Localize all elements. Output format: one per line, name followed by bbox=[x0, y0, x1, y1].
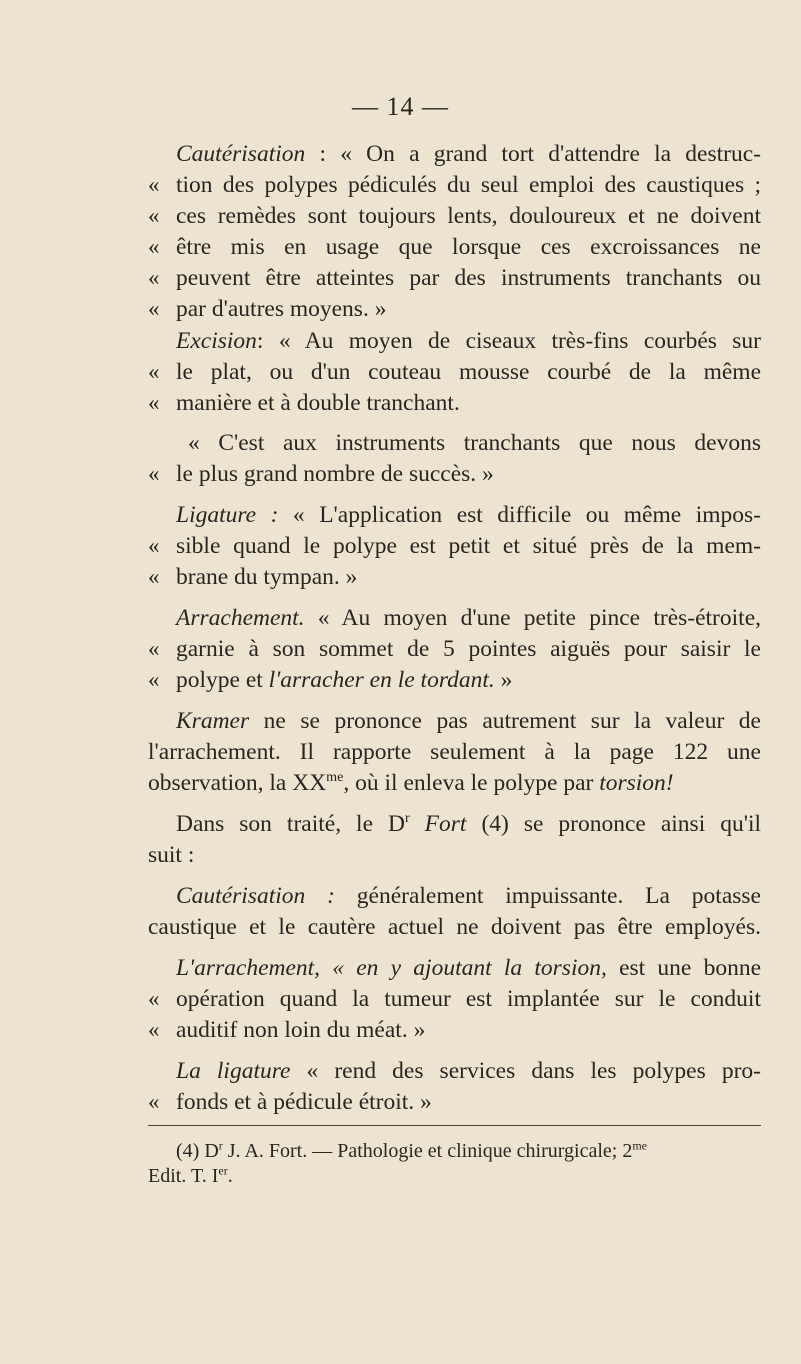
text-span: : « On a grand tort d'attendre la destruc- bbox=[305, 141, 761, 167]
guillemet: « bbox=[148, 533, 160, 558]
guillemet: « bbox=[148, 1017, 160, 1042]
text-line: garnie à son sommet de 5 pointes aiguës pour saisir le bbox=[176, 636, 761, 662]
text-line: opération quand la tumeur est implantée sur le conduit bbox=[176, 986, 761, 1012]
guillemet: « bbox=[148, 564, 160, 589]
text-line: tion des polypes pédiculés du seul emploi des caustiques ; bbox=[176, 172, 761, 198]
text-span: Edit. T. I bbox=[148, 1165, 219, 1187]
section-label: Arrachement. bbox=[176, 605, 305, 631]
text-line bbox=[176, 953, 761, 983]
section-label: Ligature : bbox=[176, 502, 279, 528]
text-line bbox=[176, 881, 761, 911]
guillemet: « bbox=[148, 986, 160, 1011]
italic-span: l'arracher en le tordant. bbox=[268, 667, 495, 693]
text-line: le plus grand nombre de succès. » bbox=[176, 461, 494, 487]
text-line bbox=[176, 809, 761, 839]
text-line: « C'est aux instruments tranchants que nous devons bbox=[188, 430, 761, 456]
text-line bbox=[176, 500, 761, 530]
section-label: La ligature bbox=[176, 1058, 291, 1084]
text-span: ne se prononce pas autrement sur la valeur de bbox=[249, 708, 761, 734]
text-span: . bbox=[227, 1165, 233, 1187]
text-span: Dans son traité, le D bbox=[176, 811, 405, 837]
guillemet: « bbox=[148, 172, 160, 197]
text-line bbox=[176, 326, 761, 356]
text-line: par d'autres moyens. » bbox=[176, 296, 387, 322]
text-span: « L'application est difficile ou même impos- bbox=[278, 502, 761, 528]
guillemet: « bbox=[148, 1089, 160, 1114]
text-span: généralement impuissante. La potasse bbox=[334, 883, 761, 909]
text-line: brane du tympan. » bbox=[176, 564, 358, 590]
page-number: — 14 — bbox=[352, 92, 449, 121]
text-line: caustique et le cautère actuel ne doivent pas être employés. bbox=[148, 914, 761, 940]
text-span: (4) se prononce ainsi qu'il bbox=[466, 811, 762, 837]
guillemet: « bbox=[148, 359, 160, 384]
guillemet: « bbox=[148, 390, 160, 415]
guillemet: « bbox=[148, 461, 160, 486]
guillemet: « bbox=[148, 234, 160, 259]
text-span: observation, la XX bbox=[148, 770, 327, 796]
section-label: Excision bbox=[176, 328, 257, 354]
superscript: me bbox=[326, 769, 344, 786]
italic-span: torsion! bbox=[599, 770, 674, 796]
guillemet: « bbox=[148, 296, 160, 321]
text-span: « Au moyen d'une petite pince très-étroite, bbox=[304, 605, 761, 631]
section-label: Cautérisation bbox=[176, 141, 306, 167]
text-line: suit : bbox=[148, 842, 195, 868]
text-line: fonds et à pédicule étroit. » bbox=[176, 1089, 432, 1115]
section-label: L'arrachement, « en y ajoutant la torsion, bbox=[176, 955, 607, 981]
guillemet: « bbox=[148, 636, 160, 661]
text-line bbox=[176, 603, 761, 633]
guillemet: « bbox=[148, 203, 160, 228]
superscript: r bbox=[218, 1138, 223, 1153]
text-span: , où il enleva le polype par bbox=[343, 770, 600, 796]
footnote-line bbox=[148, 1163, 733, 1189]
guillemet: « bbox=[148, 667, 160, 692]
text-line: auditif non loin du méat. » bbox=[176, 1017, 426, 1043]
superscript: er bbox=[218, 1163, 228, 1178]
text-line: peuvent être atteintes par des instruments tranchants ou bbox=[176, 265, 761, 291]
text-line: manière et à double tranchant. bbox=[176, 390, 460, 416]
author-name: Kramer bbox=[176, 708, 250, 734]
italic-span: Fort bbox=[409, 811, 467, 837]
text-span: « rend des services dans les polypes pro- bbox=[290, 1058, 761, 1084]
text-line: l'arrachement. Il rapporte seulement à la page 122 une bbox=[148, 739, 761, 765]
text-span: : « Au moyen de ciseaux très-fins courbés sur bbox=[256, 328, 761, 354]
text-line bbox=[148, 768, 761, 798]
text-line bbox=[176, 665, 761, 695]
guillemet: « bbox=[148, 265, 160, 290]
text-span: J. A. Fort. — Pathologie et clinique chirurgicale; 2 bbox=[222, 1140, 633, 1162]
text-span: » bbox=[494, 667, 513, 693]
superscript: me bbox=[632, 1138, 647, 1153]
footnote-line bbox=[176, 1138, 761, 1164]
text-line: sible quand le polype est petit et situé près de la mem- bbox=[176, 533, 761, 559]
text-span: (4) D bbox=[176, 1140, 219, 1162]
superscript: r bbox=[404, 810, 410, 827]
text-line: le plat, ou d'un couteau mousse courbé de la même bbox=[176, 359, 761, 385]
text-line bbox=[176, 1056, 761, 1086]
text-line: ces remèdes sont toujours lents, douloureux et ne doivent bbox=[176, 203, 761, 229]
text-line bbox=[176, 139, 761, 169]
text-span: polype et bbox=[176, 667, 269, 693]
footnote-rule bbox=[148, 1125, 761, 1126]
section-label: Cautérisation : bbox=[176, 883, 335, 909]
text-line bbox=[176, 706, 761, 736]
text-line: être mis en usage que lorsque ces excroissances ne bbox=[176, 234, 761, 260]
text-span: est une bonne bbox=[606, 955, 761, 981]
